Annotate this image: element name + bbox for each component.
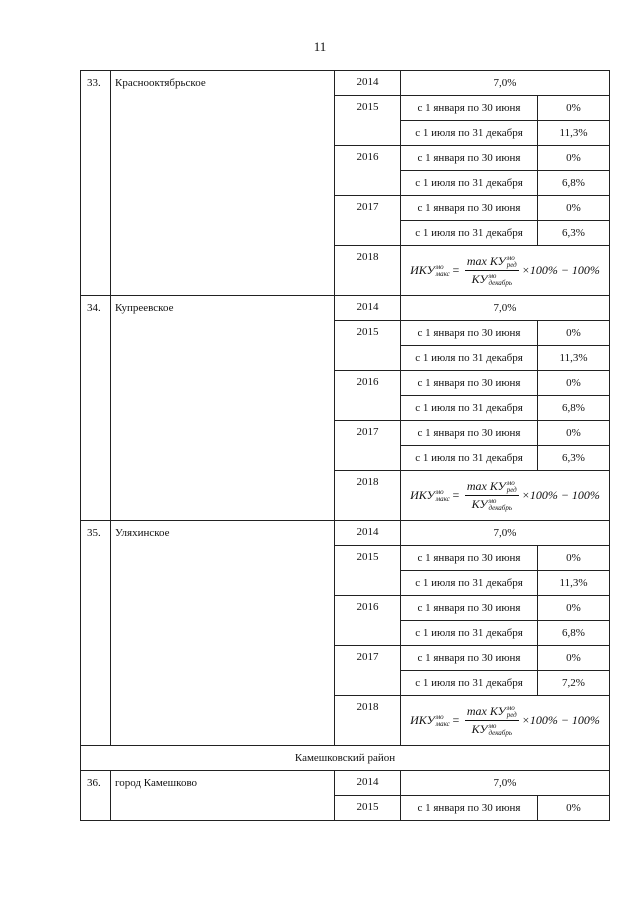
year-cell: 2014 [335, 296, 401, 321]
formula-den-sub: декабрь [488, 728, 513, 737]
formula-equals: = [451, 488, 460, 502]
percent-value: 6,8% [538, 396, 610, 421]
municipality-name: город Камешково [111, 771, 335, 821]
period-label: с 1 июля по 31 декабря [401, 346, 538, 371]
formula-den-sup: мо [488, 496, 497, 505]
table-row [81, 771, 610, 796]
formula-lhs: ИКУ [410, 713, 435, 727]
year-cell: 2017 [335, 421, 401, 471]
period-label: с 1 января по 30 июня [401, 371, 538, 396]
formula-lhs-indices [436, 489, 450, 503]
formula-den-main: КУ [471, 272, 488, 286]
tariff-table [80, 70, 610, 821]
percent-value: 0% [538, 196, 610, 221]
municipality-name: Краснооктябрьское [111, 71, 335, 296]
percent-value: 0% [538, 321, 610, 346]
formula-tail: ×100% − 100% [521, 488, 600, 502]
municipality-name: Уляхинское [111, 521, 335, 746]
formula-num-sup: мо [506, 253, 515, 262]
year-cell: 2018 [335, 696, 401, 746]
percent-value: 0% [538, 371, 610, 396]
formula [401, 704, 609, 737]
formula-lhs-sup: мо [435, 712, 444, 721]
period-label: с 1 января по 30 июня [401, 421, 538, 446]
percent-value: 0% [538, 796, 610, 821]
year-cell: 2018 [335, 471, 401, 521]
page-number: 11 [313, 39, 327, 54]
percent-value: 11,3% [538, 571, 610, 596]
period-label: с 1 июля по 31 декабря [401, 621, 538, 646]
table-row [81, 71, 610, 96]
percent-value: 6,3% [538, 446, 610, 471]
percent-value: 11,3% [538, 346, 610, 371]
formula-cell [401, 471, 610, 521]
period-label: с 1 января по 30 июня [401, 646, 538, 671]
period-label: с 1 января по 30 июня [401, 321, 538, 346]
year-cell: 2017 [335, 646, 401, 696]
formula-equals: = [451, 713, 460, 727]
formula-num-sub: ред [506, 260, 517, 269]
year-cell: 2016 [335, 596, 401, 646]
region-header: Камешковский район [81, 746, 610, 771]
formula-tail: ×100% − 100% [521, 263, 600, 277]
percent-value: 6,3% [538, 221, 610, 246]
formula-den-indices [488, 723, 512, 737]
period-label: с 1 января по 30 июня [401, 796, 538, 821]
percent-value: 0% [538, 646, 610, 671]
year-cell: 2017 [335, 196, 401, 246]
percent-value: 7,0% [401, 71, 610, 96]
table-row [81, 521, 610, 546]
percent-value: 7,0% [401, 296, 610, 321]
year-cell: 2018 [335, 246, 401, 296]
year-cell: 2015 [335, 96, 401, 146]
entry-number: 36. [81, 771, 111, 821]
formula-lhs-indices [436, 264, 450, 278]
year-cell: 2015 [335, 321, 401, 371]
formula-lhs-indices [436, 714, 450, 728]
formula-den-sub: декабрь [488, 503, 513, 512]
formula-num-main: max КУ [466, 704, 506, 718]
year-cell: 2014 [335, 771, 401, 796]
formula-den-sub: декабрь [488, 278, 513, 287]
period-label: с 1 января по 30 июня [401, 596, 538, 621]
formula-den-indices [488, 273, 512, 287]
period-label: с 1 июля по 31 декабря [401, 446, 538, 471]
formula-numerator [465, 479, 519, 496]
formula-num-sub: ред [506, 710, 517, 719]
period-label: с 1 января по 30 июня [401, 196, 538, 221]
formula-num-sup: мо [506, 703, 515, 712]
formula-fraction [465, 704, 519, 737]
percent-value: 7,0% [401, 771, 610, 796]
formula-cell [401, 696, 610, 746]
percent-value: 7,2% [538, 671, 610, 696]
entry-number: 35. [81, 521, 111, 746]
percent-value: 0% [538, 546, 610, 571]
percent-value: 0% [538, 96, 610, 121]
formula-den-main: КУ [471, 497, 488, 511]
period-label: с 1 июля по 31 декабря [401, 121, 538, 146]
formula [401, 479, 609, 512]
formula-num-indices [507, 480, 517, 494]
formula-denominator [472, 496, 512, 512]
period-label: с 1 июля по 31 декабря [401, 221, 538, 246]
percent-value: 0% [538, 421, 610, 446]
formula-lhs-sub: макс [435, 494, 450, 503]
period-label: с 1 июля по 31 декабря [401, 171, 538, 196]
municipality-name: Купреевское [111, 296, 335, 521]
percent-value: 11,3% [538, 121, 610, 146]
formula-lhs-sup: мо [435, 262, 444, 271]
percent-value: 6,8% [538, 171, 610, 196]
year-cell: 2015 [335, 546, 401, 596]
formula-num-main: max КУ [466, 254, 506, 268]
period-label: с 1 июля по 31 декабря [401, 671, 538, 696]
year-cell: 2014 [335, 521, 401, 546]
percent-value: 7,0% [401, 521, 610, 546]
formula-num-main: max КУ [466, 479, 506, 493]
formula-num-indices [507, 255, 517, 269]
formula-den-sup: мо [488, 721, 497, 730]
formula-fraction [465, 254, 519, 287]
formula-lhs: ИКУ [410, 488, 435, 502]
year-cell: 2015 [335, 796, 401, 821]
percent-value: 0% [538, 596, 610, 621]
formula-lhs-sup: мо [435, 487, 444, 496]
formula-cell [401, 246, 610, 296]
formula-num-sup: мо [506, 478, 515, 487]
formula-numerator [465, 704, 519, 721]
entry-number: 34. [81, 296, 111, 521]
formula-num-indices [507, 705, 517, 719]
period-label: с 1 июля по 31 декабря [401, 396, 538, 421]
year-cell: 2016 [335, 146, 401, 196]
formula-den-sup: мо [488, 271, 497, 280]
percent-value: 6,8% [538, 621, 610, 646]
formula-lhs-sub: макс [435, 719, 450, 728]
formula-denominator [472, 721, 512, 737]
formula-lhs-sub: макс [435, 269, 450, 278]
formula-den-main: КУ [471, 722, 488, 736]
formula-fraction [465, 479, 519, 512]
period-label: с 1 января по 30 июня [401, 546, 538, 571]
formula-num-sub: ред [506, 485, 517, 494]
formula-lhs: ИКУ [410, 263, 435, 277]
formula-tail: ×100% − 100% [521, 713, 600, 727]
period-label: с 1 января по 30 июня [401, 146, 538, 171]
formula [401, 254, 609, 287]
entry-number: 33. [81, 71, 111, 296]
table-row [81, 296, 610, 321]
year-cell: 2016 [335, 371, 401, 421]
formula-numerator [465, 254, 519, 271]
period-label: с 1 января по 30 июня [401, 96, 538, 121]
region-row [81, 746, 610, 771]
formula-den-indices [488, 498, 512, 512]
formula-denominator [472, 271, 512, 287]
formula-equals: = [451, 263, 460, 277]
percent-value: 0% [538, 146, 610, 171]
period-label: с 1 июля по 31 декабря [401, 571, 538, 596]
year-cell: 2014 [335, 71, 401, 96]
